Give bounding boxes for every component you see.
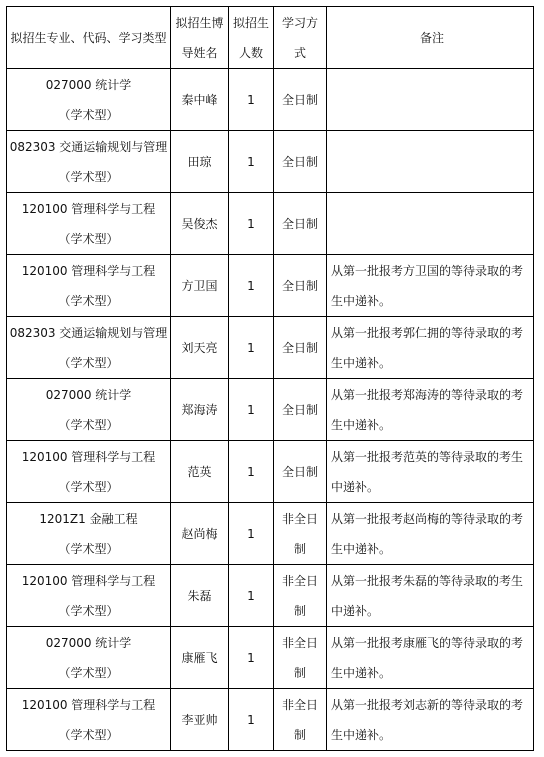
- table-row: [7, 441, 534, 503]
- major-line: （学术型）: [58, 169, 119, 184]
- cell-count: 1: [229, 317, 274, 379]
- cell-count: 1: [229, 69, 274, 131]
- cell-advisor: 李亚帅: [171, 689, 229, 751]
- table-row: [7, 627, 534, 689]
- study-mode-line: 制: [293, 727, 306, 742]
- cell-major: [7, 69, 171, 131]
- table-row: [7, 193, 534, 255]
- remarks-line: 从第一批报考赵尚梅的等待录取的考: [331, 511, 524, 526]
- cell-major: [7, 627, 171, 689]
- cell-study-mode: [274, 441, 327, 503]
- table-body: [7, 69, 534, 751]
- major-line: （学术型）: [58, 417, 119, 432]
- major-line: （学术型）: [58, 231, 119, 246]
- cell-advisor: 秦中峰: [171, 69, 229, 131]
- cell-major: [7, 131, 171, 193]
- cell-study-mode: [274, 69, 327, 131]
- major-line: （学术型）: [58, 107, 119, 122]
- major-line: 027000 统计学: [45, 635, 132, 650]
- table-row: [7, 379, 534, 441]
- table-row: [7, 317, 534, 379]
- cell-advisor: 吴俊杰: [171, 193, 229, 255]
- header-advisor: 拟招生博 导姓名: [171, 7, 229, 69]
- cell-count: 1: [229, 627, 274, 689]
- major-line: （学术型）: [58, 355, 119, 370]
- cell-count: 1: [229, 441, 274, 503]
- cell-remarks: [327, 69, 534, 131]
- study-mode-line: 全日制: [281, 92, 318, 107]
- cell-remarks: [327, 627, 534, 689]
- cell-major: [7, 565, 171, 627]
- study-mode-line: 制: [293, 541, 306, 556]
- remarks-line: 中递补。: [331, 479, 380, 494]
- header-major: 拟招生专业、代码、学习类型: [7, 7, 171, 69]
- cell-advisor: 朱磊: [171, 565, 229, 627]
- cell-study-mode: [274, 193, 327, 255]
- table-row: [7, 689, 534, 751]
- cell-advisor: 刘天亮: [171, 317, 229, 379]
- table-row: [7, 503, 534, 565]
- major-line: 027000 统计学: [45, 387, 132, 402]
- study-mode-line: 非全日: [281, 635, 318, 650]
- remarks-line: 生中递补。: [331, 665, 392, 680]
- cell-remarks: [327, 379, 534, 441]
- cell-count: 1: [229, 193, 274, 255]
- study-mode-line: 非全日: [281, 697, 318, 712]
- cell-remarks: [327, 131, 534, 193]
- cell-study-mode: [274, 317, 327, 379]
- cell-major: [7, 193, 171, 255]
- remarks-line: 生中递补。: [331, 355, 392, 370]
- remarks-line: 中递补。: [331, 603, 380, 618]
- major-line: （学术型）: [58, 665, 119, 680]
- remarks-line: 从第一批报考朱磊的等待录取的考生: [331, 573, 524, 588]
- cell-study-mode: [274, 503, 327, 565]
- study-mode-line: 全日制: [281, 340, 318, 355]
- cell-major: [7, 255, 171, 317]
- cell-advisor: 康雁飞: [171, 627, 229, 689]
- study-mode-line: 全日制: [281, 402, 318, 417]
- cell-remarks: [327, 689, 534, 751]
- major-line: （学术型）: [58, 293, 119, 308]
- cell-major: [7, 317, 171, 379]
- remarks-line: 生中递补。: [331, 727, 392, 742]
- cell-advisor: 郑海涛: [171, 379, 229, 441]
- header-count: 拟招生 人数: [229, 7, 274, 69]
- major-line: 1201Z1 金融工程: [39, 511, 138, 526]
- remarks-line: 从第一批报考郭仁拥的等待录取的考: [331, 325, 524, 340]
- cell-count: 1: [229, 131, 274, 193]
- remarks-line: 生中递补。: [331, 541, 392, 556]
- study-mode-line: 全日制: [281, 278, 318, 293]
- cell-count: 1: [229, 379, 274, 441]
- table-row: [7, 255, 534, 317]
- cell-count: 1: [229, 689, 274, 751]
- cell-study-mode: [274, 689, 327, 751]
- cell-study-mode: [274, 379, 327, 441]
- cell-major: [7, 379, 171, 441]
- cell-advisor: 范英: [171, 441, 229, 503]
- cell-count: 1: [229, 503, 274, 565]
- table-row: [7, 69, 534, 131]
- major-line: 120100 管理科学与工程: [21, 449, 156, 464]
- study-mode-line: 非全日: [281, 511, 318, 526]
- cell-major: [7, 689, 171, 751]
- cell-remarks: [327, 565, 534, 627]
- major-line: 027000 统计学: [45, 77, 132, 92]
- cell-remarks: [327, 193, 534, 255]
- table-row: [7, 131, 534, 193]
- cell-count: 1: [229, 255, 274, 317]
- major-line: 120100 管理科学与工程: [21, 201, 156, 216]
- cell-study-mode: [274, 627, 327, 689]
- remarks-line: 生中递补。: [331, 417, 392, 432]
- remarks-line: 从第一批报考方卫国的等待录取的考: [331, 263, 524, 278]
- cell-major: [7, 441, 171, 503]
- remarks-line: 从第一批报考范英的等待录取的考生: [331, 449, 524, 464]
- study-mode-line: 全日制: [281, 154, 318, 169]
- remarks-line: 从第一批报考郑海涛的等待录取的考: [331, 387, 524, 402]
- cell-remarks: [327, 503, 534, 565]
- study-mode-line: 制: [293, 665, 306, 680]
- study-mode-line: 制: [293, 603, 306, 618]
- study-mode-line: 全日制: [281, 464, 318, 479]
- study-mode-line: 全日制: [281, 216, 318, 231]
- major-line: （学术型）: [58, 727, 119, 742]
- major-line: （学术型）: [58, 479, 119, 494]
- cell-advisor: 赵尚梅: [171, 503, 229, 565]
- cell-remarks: [327, 441, 534, 503]
- major-line: 082303 交通运输规划与管理: [9, 139, 168, 154]
- admissions-table: [6, 6, 534, 751]
- major-line: 120100 管理科学与工程: [21, 573, 156, 588]
- major-line: （学术型）: [58, 603, 119, 618]
- cell-advisor: 方卫国: [171, 255, 229, 317]
- remarks-line: 从第一批报考康雁飞的等待录取的考: [331, 635, 524, 650]
- cell-major: [7, 503, 171, 565]
- cell-count: 1: [229, 565, 274, 627]
- remarks-line: 从第一批报考刘志新的等待录取的考: [331, 697, 524, 712]
- header-study-mode: 学习方 式: [274, 7, 327, 69]
- cell-advisor: 田琼: [171, 131, 229, 193]
- cell-study-mode: [274, 255, 327, 317]
- cell-remarks: [327, 255, 534, 317]
- cell-study-mode: [274, 565, 327, 627]
- major-line: 082303 交通运输规划与管理: [9, 325, 168, 340]
- remarks-line: 生中递补。: [331, 293, 392, 308]
- cell-study-mode: [274, 131, 327, 193]
- major-line: （学术型）: [58, 541, 119, 556]
- table-header-row: [7, 7, 534, 69]
- table-row: [7, 565, 534, 627]
- study-mode-line: 非全日: [281, 573, 318, 588]
- header-remarks: 备注: [327, 7, 534, 69]
- major-line: 120100 管理科学与工程: [21, 697, 156, 712]
- cell-remarks: [327, 317, 534, 379]
- major-line: 120100 管理科学与工程: [21, 263, 156, 278]
